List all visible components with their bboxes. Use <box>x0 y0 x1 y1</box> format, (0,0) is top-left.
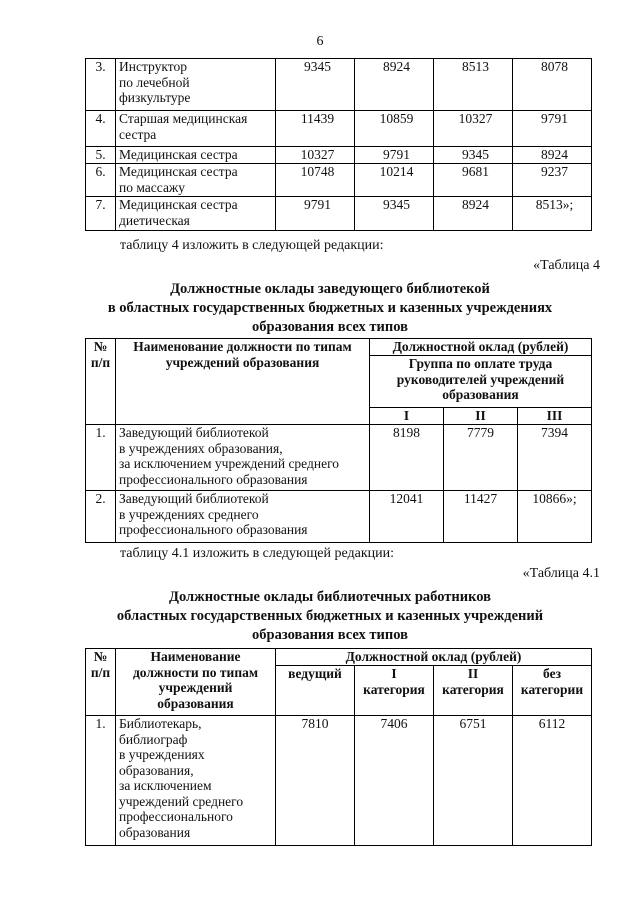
table-row <box>86 197 592 231</box>
salary-value: 7406 <box>355 716 434 846</box>
instruction-text: таблицу 4.1 изложить в следующей редакции: <box>120 546 395 561</box>
salary-value: 10859 <box>355 111 434 147</box>
salary-value: 7810 <box>276 716 355 846</box>
salary-value: 10214 <box>355 164 434 197</box>
column-header-number: № п/п <box>86 339 116 425</box>
position-name: Старшая медицинская сестра <box>116 111 276 147</box>
table-title: Должностные оклады библиотечных работников областных государственных бюджетных и казенных учреждений образования всех типов <box>116 589 544 643</box>
table-title: Должностные оклады заведующего библиотекой в областных государственных бюджетных и казенных учреждениях образования всех типов <box>107 281 553 335</box>
column-header-group: Группа по оплате труда руководителей учреждений образования <box>370 356 592 408</box>
position-name: Заведующий библиотекой в учреждениях среднего профессионального образования <box>116 491 370 543</box>
salary-value: 9791 <box>355 147 434 164</box>
column-header-salary: Должностной оклад (рублей) <box>276 649 592 666</box>
table-row <box>86 147 592 164</box>
table-row <box>86 164 592 197</box>
row-number: 2. <box>86 491 116 543</box>
row-number: 5. <box>86 147 116 164</box>
position-name: Медицинская сестра диетическая <box>116 197 276 231</box>
position-name: Медицинская сестра по массажу <box>116 164 276 197</box>
salary-value: 8924 <box>355 59 434 111</box>
column-header-no-cat: без категории <box>513 666 592 716</box>
salary-value: 7394 <box>518 425 592 491</box>
salary-value: 10866»; <box>518 491 592 543</box>
salary-value: 10327 <box>434 111 513 147</box>
column-header-I: I <box>370 408 444 425</box>
salary-value: 8078 <box>513 59 592 111</box>
salary-value: 8513»; <box>513 197 592 231</box>
column-header-number: № п/п <box>86 649 116 716</box>
row-number: 6. <box>86 164 116 197</box>
salary-value: 8924 <box>513 147 592 164</box>
salary-value: 6112 <box>513 716 592 846</box>
salary-value: 12041 <box>370 491 444 543</box>
salary-value: 9681 <box>434 164 513 197</box>
position-name: Библиотекарь, библиограф в учреждениях образования, за исключением учреждений среднего профессионального образования <box>116 716 276 846</box>
table-label: «Таблица 4.1 <box>522 566 600 581</box>
column-header-name: Наименование должности по типам учреждений образования <box>116 649 276 716</box>
table-row <box>86 425 592 491</box>
position-name: Инструктор по лечебной физкультуре <box>116 59 276 111</box>
table-row <box>86 716 592 846</box>
column-header-salary: Должностной оклад (рублей) <box>370 339 592 356</box>
salary-value: 7779 <box>444 425 518 491</box>
column-header-cat-II: II категория <box>434 666 513 716</box>
librarian-salary-table <box>85 648 592 846</box>
row-number: 7. <box>86 197 116 231</box>
salary-value: 9791 <box>276 197 355 231</box>
librarian-head-salary-table <box>85 338 592 543</box>
table-row <box>86 59 592 111</box>
table-row <box>86 111 592 147</box>
salary-value: 10748 <box>276 164 355 197</box>
salary-value: 9237 <box>513 164 592 197</box>
column-header-lead: ведущий <box>276 666 355 716</box>
salary-value: 9345 <box>355 197 434 231</box>
table-row <box>86 491 592 543</box>
salary-value: 10327 <box>276 147 355 164</box>
row-number: 3. <box>86 59 116 111</box>
instruction-text: таблицу 4 изложить в следующей редакции: <box>120 238 384 253</box>
row-number: 1. <box>86 425 116 491</box>
column-header-name: Наименование должности по типам учреждений образования <box>116 339 370 425</box>
salary-value: 9791 <box>513 111 592 147</box>
position-name: Медицинская сестра <box>116 147 276 164</box>
salary-value: 8198 <box>370 425 444 491</box>
column-header-III: III <box>518 408 592 425</box>
salary-value: 9345 <box>434 147 513 164</box>
salary-value: 6751 <box>434 716 513 846</box>
page-number: 6 <box>316 34 324 49</box>
salary-value: 8924 <box>434 197 513 231</box>
table-label: «Таблица 4 <box>533 258 600 273</box>
position-name: Заведующий библиотекой в учреждениях образования, за исключением учреждений среднего профессионального образования <box>116 425 370 491</box>
prev-salary-table <box>85 58 592 231</box>
salary-value: 11427 <box>444 491 518 543</box>
row-number: 4. <box>86 111 116 147</box>
column-header-cat-I: I категория <box>355 666 434 716</box>
salary-value: 11439 <box>276 111 355 147</box>
column-header-II: II <box>444 408 518 425</box>
salary-value: 9345 <box>276 59 355 111</box>
row-number: 1. <box>86 716 116 846</box>
salary-value: 8513 <box>434 59 513 111</box>
